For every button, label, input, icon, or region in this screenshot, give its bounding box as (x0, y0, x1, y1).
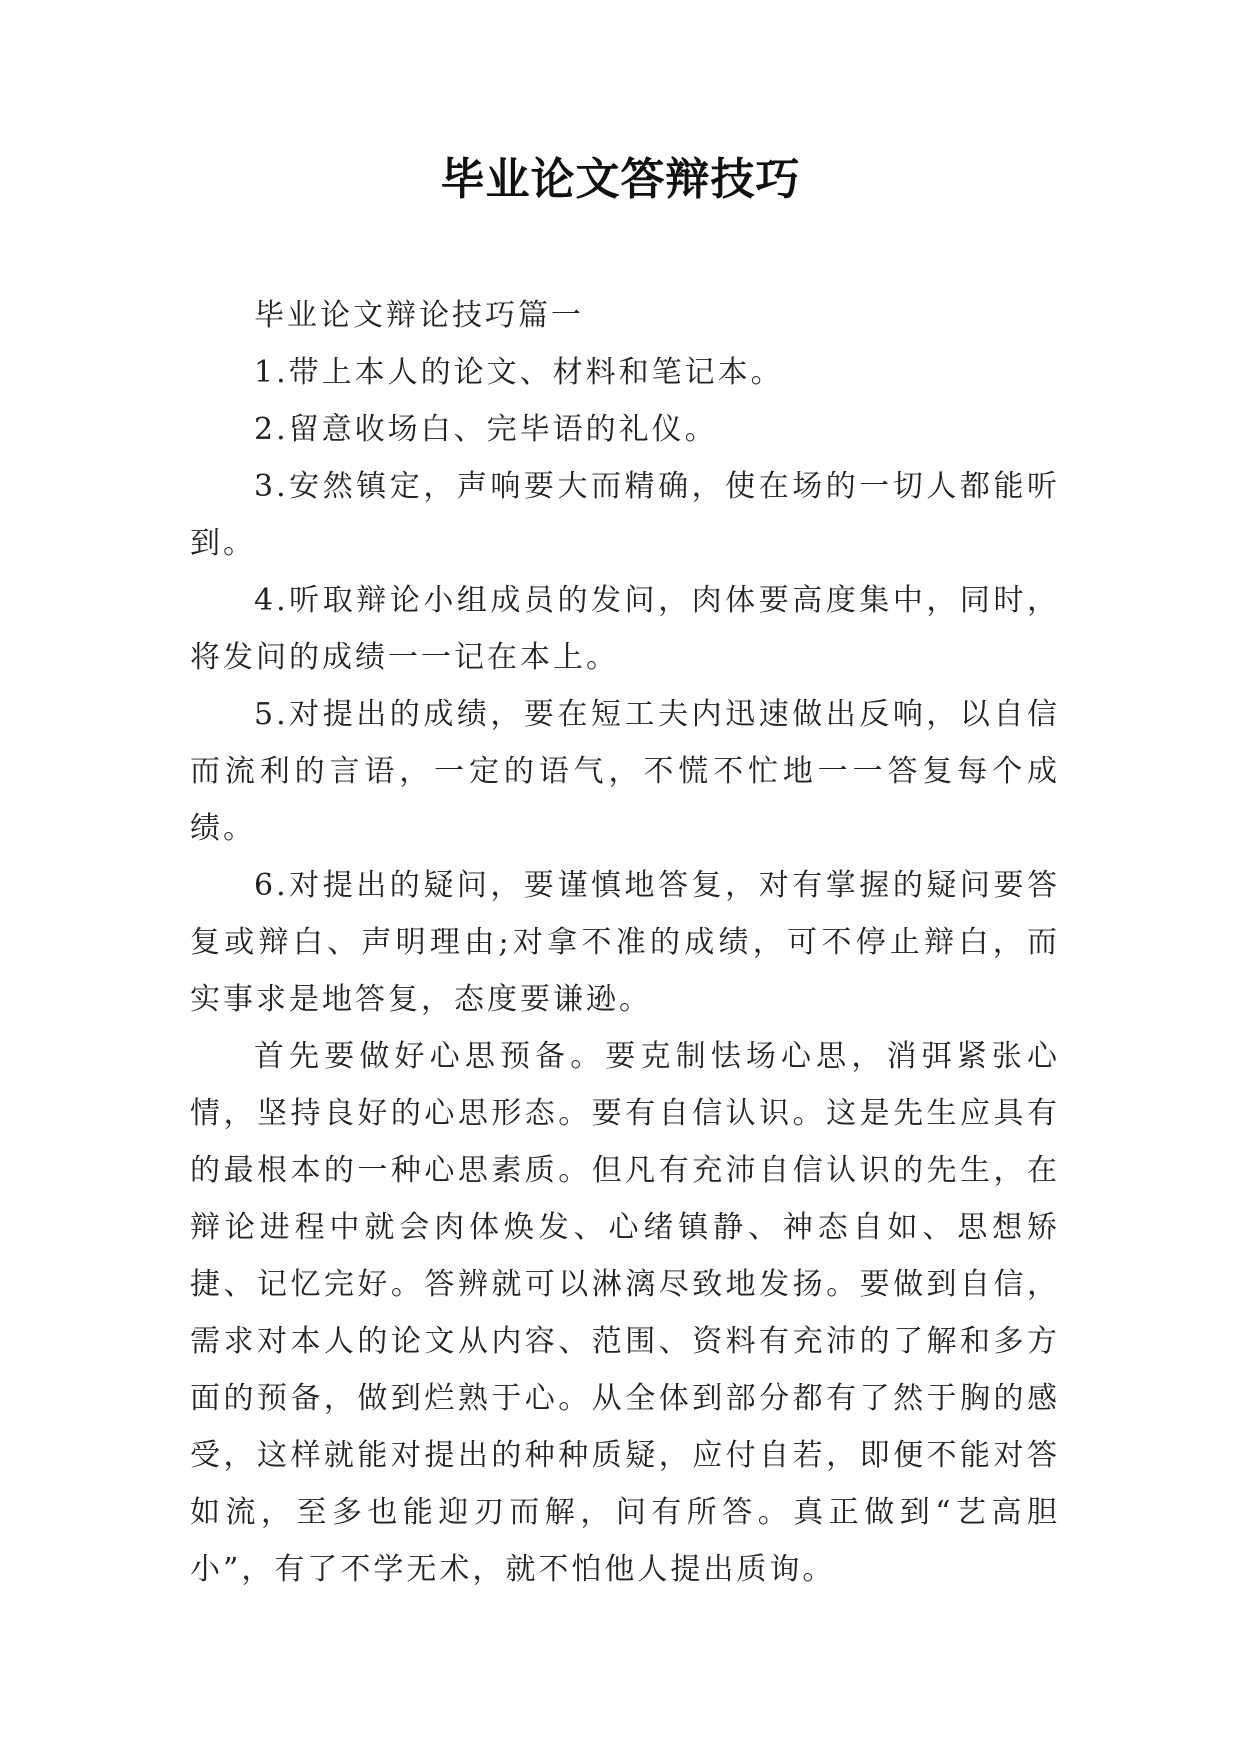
paragraph-item-5: 5.对提出的成绩，要在短工夫内迅速做出反响，以自信而流利的言语，一定的语气，不慌不忙地一一答复每个成绩。 (190, 697, 1060, 846)
paragraph-psychological-prep: 首先要做好心思预备。要克制怯场心思，消弭紧张心情，坚持良好的心思形态。要有自信认识。这是先生应具有的最根本的一种心思素质。但凡有充沛自信认识的先生，在辩论进程中就会肉体焕发、心绪镇静、神态自如、思想矫捷、记忆完好。答辨就可以淋漓尽致地发扬。要做到自信，需求对本人的论文从内容、范围、资料有充沛的了解和多方面的预备，做到烂熟于心。从全体到部分都有了然于胸的感受，这样就能对提出的种种质疑，应付自若，即便不能对答如流，至多也能迎刃而解，问有所答。真正做到“艺高胆小”，有了不学无术，就不怕他人提出质询。 (190, 1039, 1060, 1587)
paragraph-item-2: 2.留意收场白、完毕语的礼仪。 (254, 412, 718, 447)
section-heading: 毕业论文辩论技巧篇一 (254, 298, 584, 333)
document-body (190, 287, 1060, 1598)
paragraph-item-3: 3.安然镇定，声响要大而精确，使在场的一切人都能听到。 (190, 469, 1060, 561)
paragraph-item-6: 6.对提出的疑问，要谨慎地答复，对有掌握的疑问要答复或辩白、声明理由;对拿不准的成绩，可不停止辩白，而实事求是地答复，态度要谦逊。 (190, 868, 1060, 1017)
paragraph-item-4: 4.听取辩论小组成员的发问，肉体要高度集中，同时，将发问的成绩一一记在本上。 (190, 583, 1060, 675)
paragraph-item-1: 1.带上本人的论文、材料和笔记本。 (254, 355, 784, 390)
document-title: 毕业论文答辩技巧 (440, 154, 801, 205)
